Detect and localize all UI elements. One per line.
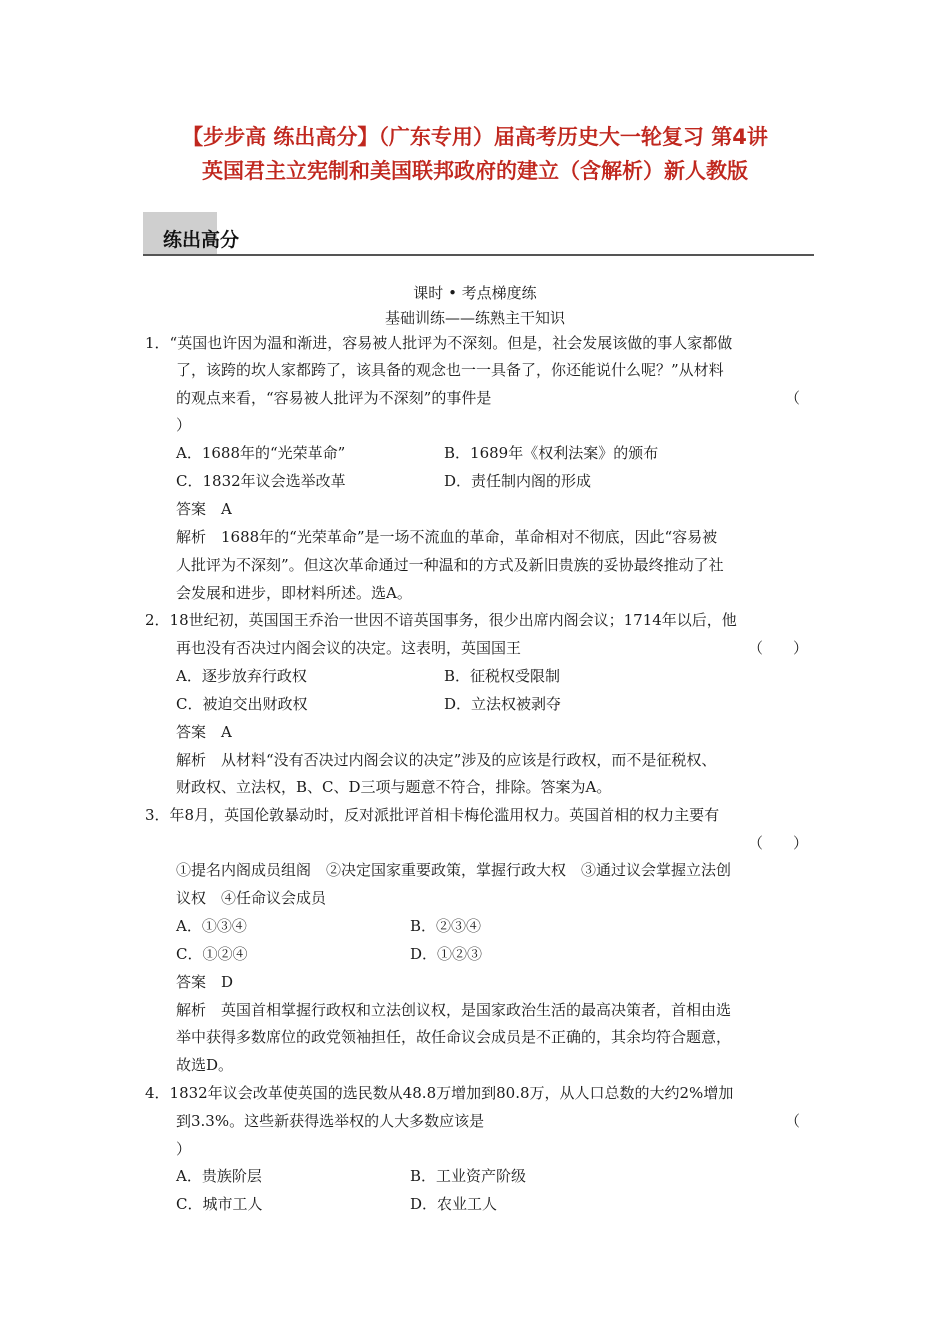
option-d: D．①②③ [410,945,483,963]
subtitle-line-2: 基础训练——练熟主干知识 [384,309,565,327]
option-b: B．征税权受限制 [444,667,561,685]
answer-bracket: （ [785,389,801,407]
option-a: A．逐步放弃行政权 [176,667,307,685]
question-stem-line: 到3.3%。这些新获得选举权的人大多数应该是 [176,1112,485,1130]
option-a: A．贵族阶层 [176,1167,262,1185]
analysis-line: 解析 1688年的“光荣革命”是一场不流血的革命，革命相对不彻底，因此“容易被 [176,528,718,546]
analysis-line: 财政权、立法权，B、C、D三项与题意不符合，排除。答案为A。 [176,778,612,796]
option-c: C．1832年议会选举改革 [176,472,346,490]
analysis-line: 人批评为不深刻”。但这次革命通过一种温和的方式及新旧贵族的妥协最终推动了社 [176,556,724,574]
title-line-2: 英国君主立宪制和美国联邦政府的建立（含解析）新人教版 [202,159,748,183]
answer-line: 答案 A [176,500,232,518]
question-stem-line: 2．18世纪初，英国国王乔治一世因不谙英国事务，很少出席内阁会议；1714年以后，他 [145,611,737,629]
option-b: B．1689年《权利法案》的颁布 [444,444,659,462]
section-header-label: 练出高分 [163,229,240,251]
subtitle-line-1: 课时 • 考点梯度练 [413,284,537,302]
option-d: D．立法权被剥夺 [444,695,562,713]
option-b: B．工业资产阶级 [410,1167,527,1185]
option-a: A．①③④ [176,917,247,935]
answer-line: 答案 A [176,723,232,741]
option-b: B．②③④ [410,917,482,935]
question-stem-line: ） [176,1140,192,1158]
question-stem-line: 再也没有否决过内阁会议的决定。这表明，英国国王 [176,639,522,657]
statement-items-line: ①提名内阁成员组阁 ②决定国家重要政策，掌握行政大权 ③通过议会掌握立法创 [176,861,732,879]
analysis-line: 举中获得多数席位的政党领袖担任，故任命议会成员是不正确的，其余均符合题意， [176,1028,732,1046]
analysis-line: 故选D。 [176,1056,234,1074]
title-line-1: 【步步高 练出高分】（广东专用）届高考历史大一轮复习 第4讲 [182,125,768,149]
question-stem-line: 3．年8月，英国伦敦暴动时，反对派批评首相卡梅伦滥用权力。英国首相的权力主要有 [145,806,720,824]
analysis-line: 解析 从材料“没有否决过内阁会议的决定”涉及的应该是行政权，而不是征税权、 [176,751,717,769]
answer-bracket: （ ） [748,639,809,657]
analysis-line: 解析 英国首相掌握行政权和立法创议权，是国家政治生活的最高决策者，首相由选 [176,1001,732,1019]
option-d: D．农业工人 [410,1195,498,1213]
analysis-line: 会发展和进步，即材料所述。选A。 [176,584,412,602]
answer-line: 答案 D [176,973,234,991]
question-stem-line: 4．1832年议会改革使英国的选民数从48.8万增加到80.8万，从人口总数的大约2%增加 [145,1084,734,1102]
question-stem-line: ） [176,416,192,434]
section-divider [143,254,814,256]
option-d: D．责任制内阁的形成 [444,472,592,490]
statement-items-line: 议权 ④任命议会成员 [176,889,327,907]
option-c: C．被迫交出财政权 [176,695,308,713]
question-stem-line: 1．“英国也许因为温和渐进，容易被人批评为不深刻。但是，社会发展该做的事人家都做 [145,334,733,352]
question-stem-line: 的观点来看，“容易被人批评为不深刻”的事件是 [176,389,492,407]
option-c: C．①②④ [176,945,248,963]
answer-bracket: （ ） [748,834,809,852]
option-a: A．1688年的“光荣革命” [176,444,346,462]
option-c: C．城市工人 [176,1195,263,1213]
question-stem-line: 了，该跨的坎人家都跨了，该具备的观念也一一具备了，你还能说什么呢？”从材料 [176,361,724,379]
answer-bracket: （ [785,1112,801,1130]
